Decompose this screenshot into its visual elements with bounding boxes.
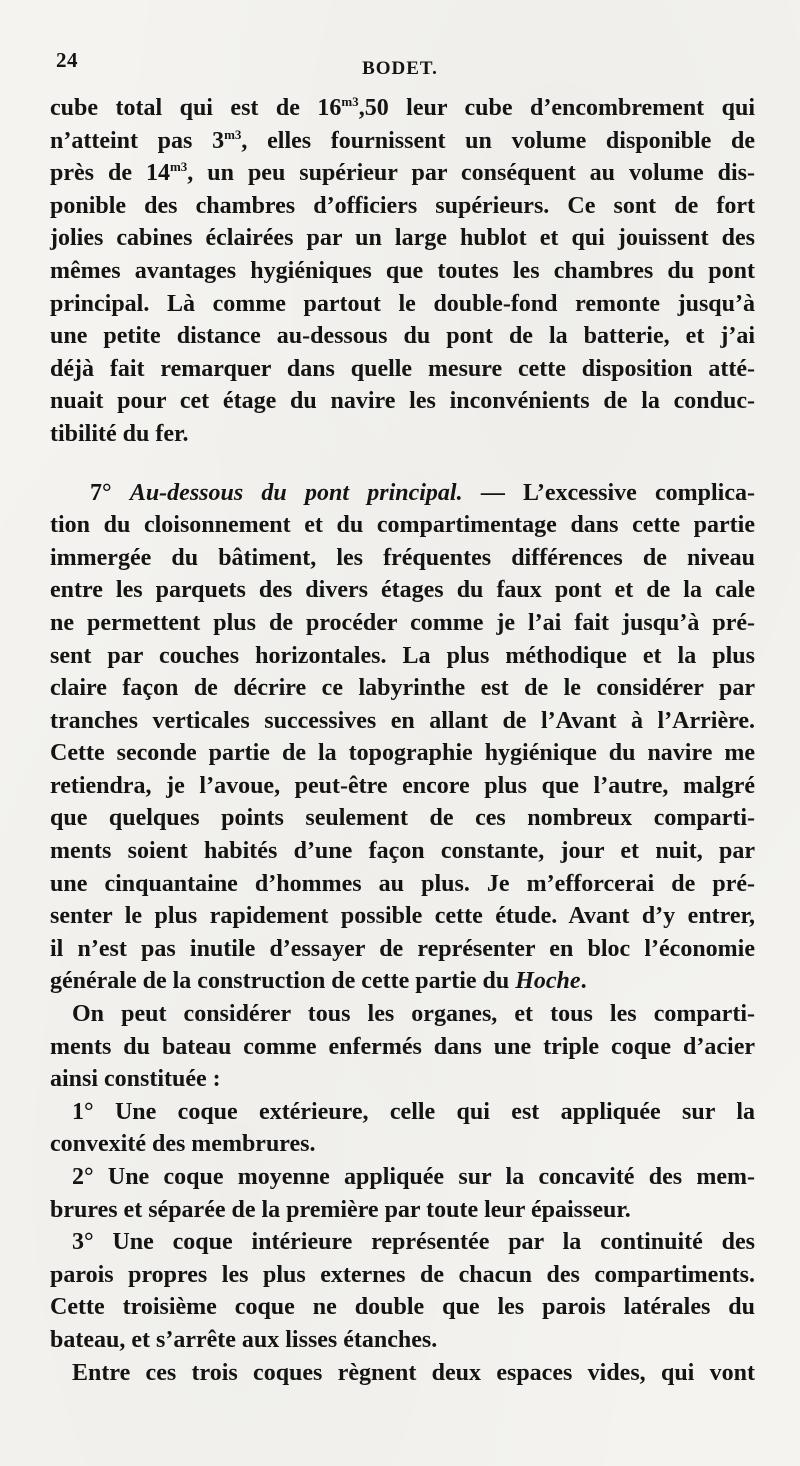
text-line: sent par couches horizontales. La plus méthodique et la plus [50,642,755,669]
text-line: une petite distance au-dessous du pont de la batterie, et j’ai [50,323,755,350]
text-line: Entre ces trois coques règnent deux espaces vides, qui vont [72,1359,755,1386]
body-text [50,92,755,1389]
page-number: 24 [56,48,78,72]
paragraph-7 [50,1357,755,1390]
text-line: Cette troisième coque ne double que les parois latérales du [50,1294,755,1321]
paragraph-4 [50,1096,755,1161]
section-gap [50,451,755,477]
text-line: senter le plus rapidement possible cette étude. Avant d’y entrer, [50,903,755,930]
paragraph-2 [50,477,755,999]
text-line: une cinquantaine d’hommes au plus. Je m’efforcerai de pré- [50,870,755,897]
text-line: 3° Une coque intérieure représentée par la continuité des [72,1229,755,1256]
text-line: brures et séparée de la première par toute leur épaisseur. [50,1196,631,1223]
text-line: générale de la construction de cette partie du Hoche. [50,968,587,995]
ship-name: Hoche [515,968,581,995]
text-line: retiendra, je l’avoue, peut-être encore plus que l’autre, malgré [50,772,755,799]
text-line: ments du bateau comme enfermés dans une triple coque d’acier [50,1033,755,1060]
text-line: ainsi constituée : [50,1066,221,1093]
text-line: il n’est pas inutile d’essayer de représenter en bloc l’économie [50,935,755,962]
section-heading: Au-dessous du pont principal. [129,479,463,506]
text-line: parois propres les plus externes de chacun des compartiments. [50,1261,755,1288]
text-line: n’atteint pas $3^{m3}$, elles fournissent un volume disponible de [50,126,756,154]
text-line: ponible des chambres d’officiers supérieurs. Ce sont de fort [50,192,755,219]
text-line: convexité des membrures. [50,1131,316,1158]
text-line: entre les parquets des divers étages du faux pont et de la cale [50,577,755,604]
text-line: déjà fait remarquer dans quelle mesure cette disposition atté- [50,355,755,382]
text-line: 7° Au-dessous du pont principal. — L’excessive complica- [90,479,755,506]
text-line: cube total qui est de $16^{m3},50$ leur cube d’encombrement qui [50,94,755,121]
text-line: nuait pour cet étage du navire les inconvénients de la conduc- [50,388,755,415]
text-line: principal. Là comme partout le double-fond remonte jusqu’à [50,290,755,317]
text-line: tion du cloisonnement et du compartimentage dans cette partie [50,512,755,539]
text-line: immergée du bâtiment, les fréquentes différences de niveau [50,544,755,571]
text-line: près de $14^{m3}$, un peu supérieur par conséquent au volume dis- [50,159,755,187]
text-line: 2° Une coque moyenne appliquée sur la concavité des mem- [72,1164,755,1190]
text-line: Cette seconde partie de la topographie hygiénique du navire me [50,740,755,767]
text-line: tranches verticales successives en allant de l’Avant à l’Arrière. [50,707,755,734]
text-line: ments soient habités d’une façon constante, jour et nuit, par [50,838,755,865]
text-line: mêmes avantages hygiéniques que toutes les chambres du pont [50,257,755,284]
running-head: BODET. [362,58,438,79]
paragraph-6 [50,1226,755,1356]
text-line: que quelques points seulement de ces nombreux comparti- [50,805,755,832]
text-line: claire façon de décrire ce labyrinthe est de le considérer par [50,675,755,702]
text-line: ne permettent plus de procéder comme je l’ai fait jusqu’à pré- [50,609,755,636]
text-line: On peut considérer tous les organes, et tous les comparti- [72,1001,755,1028]
paragraph-3 [50,998,755,1096]
text-line: bateau, et s’arrête aux lisses étanches. [50,1326,438,1353]
text-line: jolies cabines éclairées par un large hublot et qui jouissent des [50,225,755,252]
paragraph-1 [50,92,755,451]
text-line: tibilité du fer. [50,420,189,447]
text-line: 1° Une coque extérieure, celle qui est appliquée sur la [72,1098,755,1125]
paragraph-5 [50,1161,755,1226]
